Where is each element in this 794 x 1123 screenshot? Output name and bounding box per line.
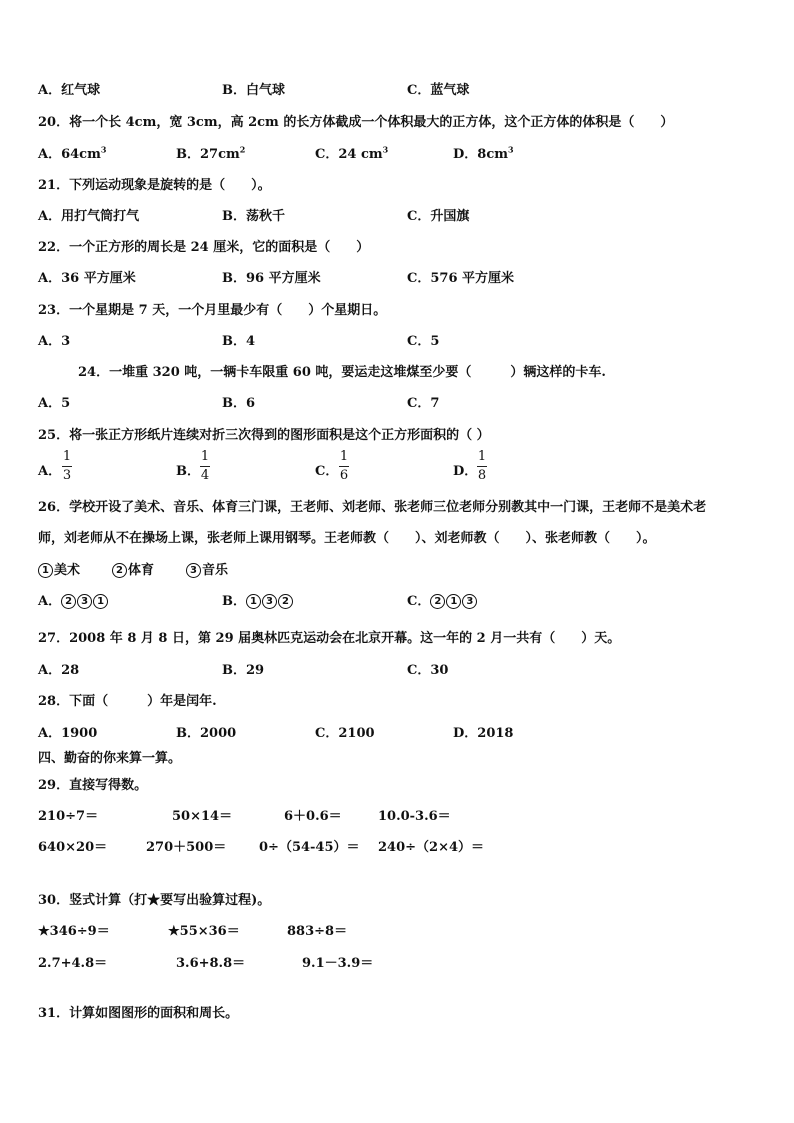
q29-item: 640×20＝ <box>38 840 108 855</box>
q23-option-b: B．4 <box>222 334 256 349</box>
q20-option-a: A．$64cm^3$ <box>38 144 107 162</box>
q29-item: 0÷（54-45）＝ <box>259 840 360 855</box>
q26-legend-3: 3 音乐 <box>186 563 228 579</box>
q28-option-c: C．2100 <box>315 726 375 741</box>
q28-option-a: A．1900 <box>38 726 98 741</box>
q25-option-c-fraction: 1 6 <box>339 449 349 483</box>
q19-option-a: A．红气球 <box>38 83 101 98</box>
q27-option-c: C．30 <box>407 663 449 678</box>
q30-item: 9.1－3.9＝ <box>302 956 374 971</box>
q25-option-b-fraction: 1 4 <box>200 449 210 483</box>
q22-option-c: C．576 平方厘米 <box>407 271 515 286</box>
q30-question: 30．竖式计算（打★要写出验算过程)。 <box>38 893 271 908</box>
q30-item: 3.6+8.8＝ <box>176 956 246 971</box>
q25-option-d-letter: D． <box>453 464 478 479</box>
q27-option-a: A．28 <box>38 663 80 678</box>
q20-option-c: C．24 $cm^3$ <box>315 144 389 162</box>
q25-option-a-letter: A． <box>38 464 62 479</box>
q27-option-b: B．29 <box>222 663 265 678</box>
q26-option-c: C． 2 1 3 <box>407 594 478 610</box>
q24-question: 24．一堆重 320 吨，一辆卡车限重 60 吨，要运走这堆煤至少要（ ）辆这样的卡车. <box>78 365 606 380</box>
q24-option-a: A．5 <box>38 396 71 411</box>
q29-item: 210÷7＝ <box>38 809 99 824</box>
q30-item: ★346÷9＝ <box>38 924 110 939</box>
q25-option-c-letter: C． <box>315 464 339 479</box>
q21-question: 21．下列运动现象是旋转的是（ ）。 <box>38 178 271 193</box>
q29-item: 10.0-3.6＝ <box>378 809 451 824</box>
q22-option-a: A．36 平方厘米 <box>38 271 136 286</box>
q20-option-d: D．$8cm^3$ <box>453 144 514 162</box>
q21-option-c: C．升国旗 <box>407 209 470 224</box>
q20-question: 20．将一个长 4cm，宽 3cm，高 2cm 的长方体截成一个体积最大的正方体，这个正方体的体积是（ ） <box>38 115 674 130</box>
q24-option-c: C．7 <box>407 396 440 411</box>
q29-question: 29．直接写得数。 <box>38 778 148 793</box>
q30-item: 883÷8＝ <box>287 924 348 939</box>
q21-option-b: B．荡秋千 <box>222 209 285 224</box>
q30-item: 2.7+4.8＝ <box>38 956 108 971</box>
q26-option-a: A． 2 3 1 <box>38 594 109 610</box>
q28-question: 28．下面（ ）年是闰年. <box>38 694 217 709</box>
q28-option-d: D．2018 <box>453 726 514 741</box>
q25-question: 25．将一张正方形纸片连续对折三次得到的图形面积是这个正方形面积的（ ） <box>38 428 490 443</box>
q23-option-c: C．5 <box>407 334 440 349</box>
q22-question: 22．一个正方形的周长是 24 厘米，它的面积是（ ） <box>38 240 370 255</box>
q19-option-c: C．蓝气球 <box>407 83 470 98</box>
q21-option-a: A．用打气筒打气 <box>38 209 140 224</box>
section-heading: 四、勤奋的你来算一算。 <box>38 751 182 766</box>
q22-option-b: B．96 平方厘米 <box>222 271 321 286</box>
q30-item: ★55×36＝ <box>168 924 240 939</box>
circled-number-icon: 2 <box>112 563 127 578</box>
circled-number-icon: 3 <box>186 563 201 578</box>
q26-question-line1: 26．学校开设了美术、音乐、体育三门课，王老师、刘老师、张老师三位老师分别教其中一门课，王老师不是美术老 <box>38 500 707 515</box>
q25-option-d-fraction: 1 8 <box>477 449 487 483</box>
q31-question: 31．计算如图图形的面积和周长。 <box>38 1006 239 1021</box>
q26-legend-1: 1 美术 <box>38 563 80 579</box>
q23-option-a: A．3 <box>38 334 71 349</box>
q26-question-line2: 师，刘老师从不在操场上课，张老师上课用钢琴。王老师教（ ）、刘老师教（ ）、张老师教（ ）。 <box>38 531 656 546</box>
q26-legend-2: 2 体育 <box>112 563 154 579</box>
q19-option-b: B．白气球 <box>222 83 285 98</box>
q24-option-b: B．6 <box>222 396 256 411</box>
q29-item: 270＋500＝ <box>146 840 227 855</box>
q29-item: 50×14＝ <box>172 809 233 824</box>
q27-question: 27．2008 年 8 月 8 日，第 29 届奥林匹克运动会在北京开幕。这一年的 2 月一共有（ ）天。 <box>38 631 621 646</box>
q25-option-b-letter: B． <box>176 464 200 479</box>
circled-number-icon: 1 <box>38 563 53 578</box>
q25-option-a-fraction: 1 3 <box>62 449 72 483</box>
q28-option-b: B．2000 <box>176 726 237 741</box>
q26-option-b: B． 1 3 2 <box>222 594 294 610</box>
q23-question: 23．一个星期是 7 天，一个月里最少有（ ）个星期日。 <box>38 303 387 318</box>
q29-item: 6＋0.6＝ <box>284 809 342 824</box>
q29-item: 240÷（2×4）＝ <box>378 840 485 855</box>
q20-option-b: B．$27cm^2$ <box>176 144 246 162</box>
